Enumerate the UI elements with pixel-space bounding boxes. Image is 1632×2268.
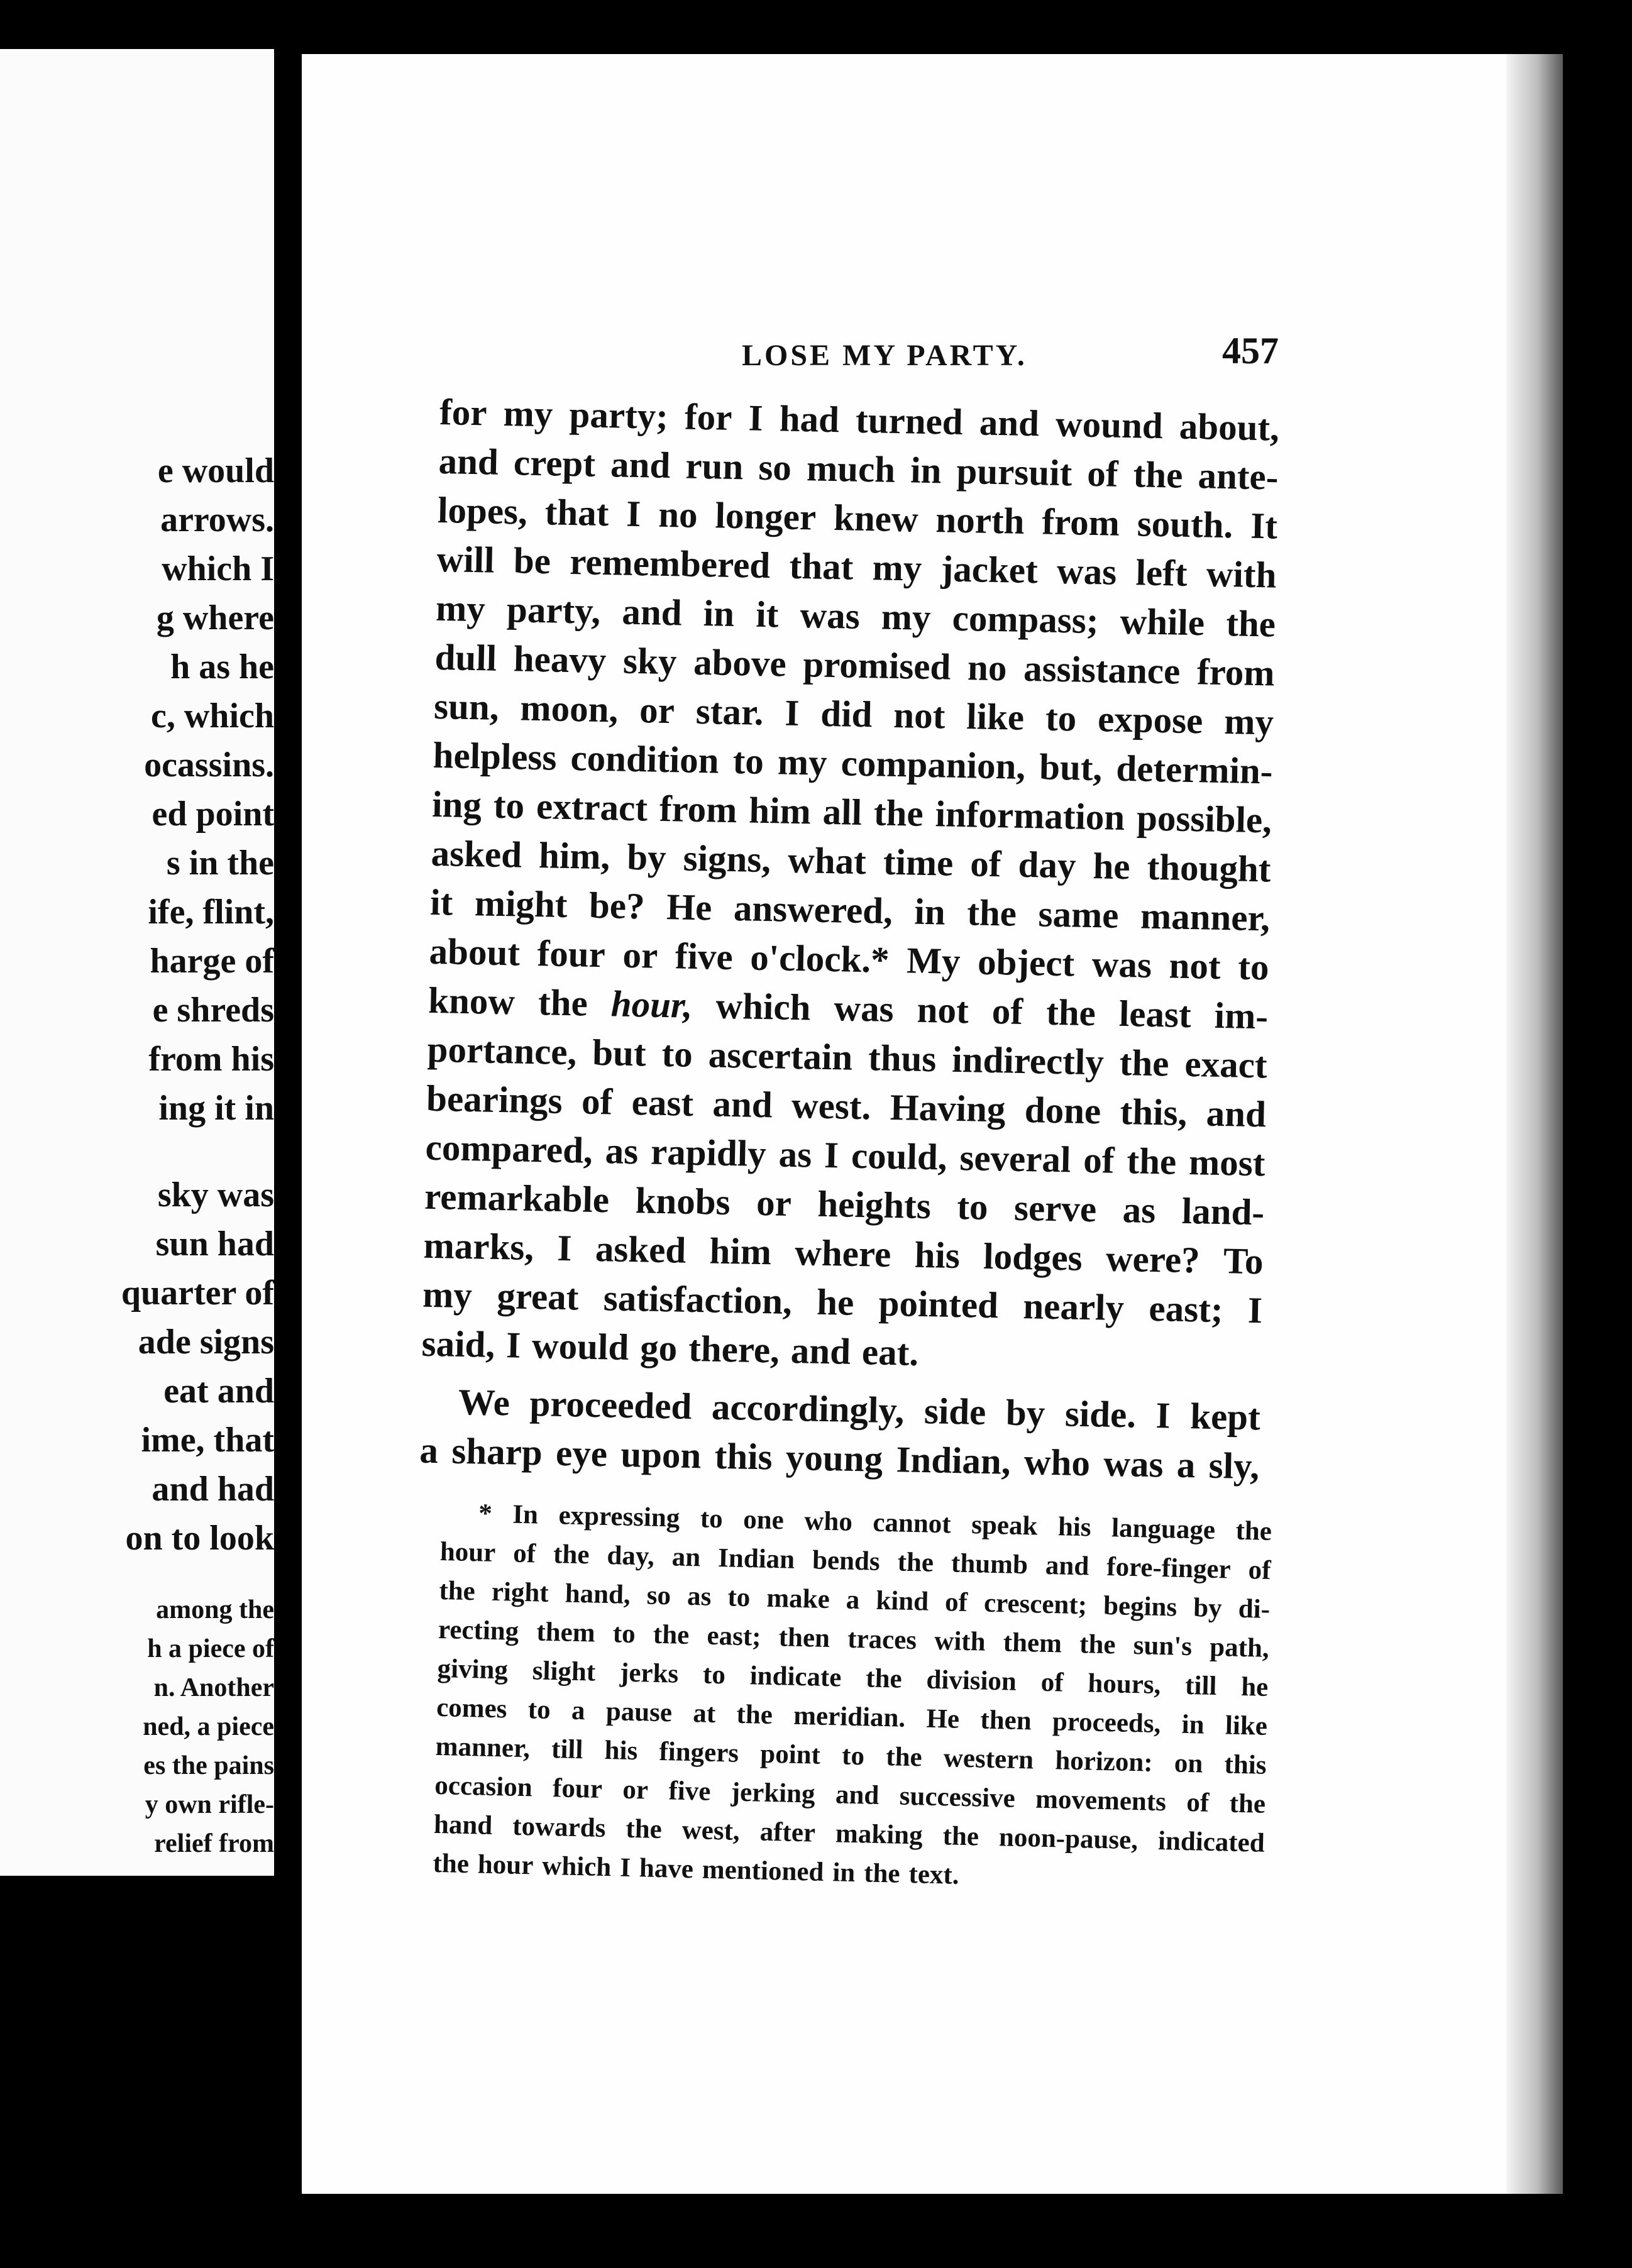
body-line: it might be? He answered, in the same manner,: [429, 881, 1271, 939]
running-head: LOSE MY PARTY.: [742, 339, 1027, 372]
left-page-line: h as he: [170, 647, 274, 686]
left-page-line: e would: [157, 451, 274, 490]
left-page-line: ocassins.: [144, 746, 274, 784]
left-page-line: quarter of: [121, 1274, 274, 1313]
left-page-line: arrows.: [160, 500, 274, 539]
left-page-line: c, which: [151, 696, 274, 735]
left-page-line: which I: [162, 549, 274, 588]
body-line: remarkable knobs or heights to serve as land-: [424, 1175, 1265, 1233]
left-page-line: from his: [148, 1040, 274, 1079]
left-page-line: harge of: [150, 942, 274, 981]
left-page-line: s in the: [166, 844, 274, 883]
left-page: [0, 49, 274, 1876]
page-edge: [1506, 54, 1563, 2194]
left-page-footnote-line: h a piece of: [147, 1634, 274, 1663]
body-line: about four or five o'clock.* My object was not to: [429, 930, 1270, 988]
left-page-line: ed point: [152, 795, 274, 834]
left-page-footnote-line: es the pains: [143, 1751, 274, 1780]
body-line: dull heavy sky above promised no assistance from: [434, 636, 1276, 694]
body-line: portance, but to ascertain thus indirectly the exact: [427, 1028, 1268, 1086]
body-line: marks, I asked him where his lodges were? To: [423, 1224, 1264, 1282]
page-number: 457: [1222, 330, 1279, 372]
body-line: lopes, that I no longer knew north from south. It: [437, 488, 1278, 547]
left-page-line: ing it in: [158, 1089, 274, 1128]
body-line: compared, as rapidly as I could, several of the most: [425, 1126, 1266, 1184]
footnote: [433, 1494, 1272, 1902]
left-page-footnote-line: y own rifle-: [145, 1790, 274, 1819]
footnote-line: hand towards the west, after making the noon-pause, indicated: [433, 1809, 1265, 1858]
footnote-line: * In expressing to one who cannot speak his language the: [478, 1499, 1272, 1546]
left-page-line: e shreds: [152, 991, 274, 1030]
footnote-line: manner, till his fingers point to the western horizon: on this: [435, 1731, 1267, 1780]
body-line: my great satisfaction, he pointed nearly east; I: [422, 1273, 1263, 1331]
body-line: for my party; for I had turned and wound about,: [439, 390, 1280, 449]
left-page-line: eat and: [163, 1372, 274, 1411]
footnote-line: recting them to the east; then traces with them the sun's path,: [438, 1614, 1270, 1663]
footnote-line: comes to a pause at the meridian. He then proceeds, in like: [436, 1692, 1268, 1741]
left-page-line: ime, that: [141, 1421, 274, 1460]
left-page-line: ife, flint,: [148, 893, 274, 932]
left-page-footnote-line: n. Another: [153, 1673, 274, 1702]
left-page-footnote-line: ned, a piece: [143, 1712, 274, 1741]
left-page-footnote-line: relief from: [154, 1829, 274, 1858]
body-line: said, I would go there, and eat.: [421, 1322, 919, 1373]
left-page-footnote-line: among the: [156, 1595, 274, 1624]
body-line: my party, and in it was my compass; while the: [435, 586, 1276, 645]
body-line: We proceeded accordingly, side by side. I kept: [458, 1380, 1261, 1438]
left-page-line: sun had: [155, 1225, 274, 1263]
left-page-line: g where: [156, 598, 274, 637]
footnote-line: the hour which I have mentioned in the text.: [433, 1848, 960, 1890]
body-line: and crept and run so much in pursuit of the ante-: [438, 439, 1279, 498]
right-page: [302, 54, 1563, 2194]
body-line: a sharp eye upon this young Indian, who was a sly,: [419, 1429, 1260, 1487]
body-text: [419, 387, 1280, 1490]
body-line: sun, moon, or star. I did not like to expose my: [433, 685, 1274, 743]
body-line: helpless condition to my companion, but, determin-: [433, 734, 1274, 792]
left-page-line: ade signs: [138, 1323, 274, 1362]
footnote-line: the right hand, so as to make a kind of crescent; begins by di-: [438, 1575, 1271, 1624]
body-line: know the hour, which was not of the least im-: [427, 979, 1269, 1037]
left-page-line: on to look: [125, 1519, 274, 1558]
body-line: bearings of east and west. Having done this, and: [426, 1077, 1267, 1135]
footnote-line: hour of the day, an Indian bends the thumb and fore-finger of: [439, 1536, 1272, 1585]
footnote-line: occasion four or five jerking and successive movements of the: [434, 1770, 1266, 1819]
body-line: ing to extract from him all the information possible,: [431, 783, 1272, 841]
body-line: asked him, by signs, what time of day he thought: [431, 832, 1272, 890]
footnote-line: giving slight jerks to indicate the division of hours, till he: [437, 1653, 1269, 1702]
left-page-line: and had: [152, 1470, 274, 1509]
body-line: will be remembered that my jacket was left with: [436, 537, 1277, 596]
left-page-line: sky was: [157, 1175, 274, 1214]
